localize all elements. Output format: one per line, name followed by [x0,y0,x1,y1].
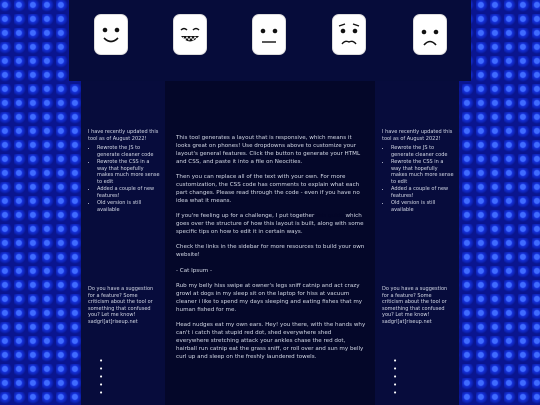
intro-paragraph: This tool generates a layout that is responsive, which means it looks great on phones! Use dropdowns above to customize your layout's general features. Click the button to generate your HTML and CSS, and paste it into a file on Neocities. [176,135,361,165]
guide-link[interactable]: this guide [316,213,344,220]
right-sidebar [375,81,459,405]
update-item: • Rewrote the CSS in a way that hopefully makes much more sense to edit [391,159,454,185]
update-item: • Rewrote the JS to generate cleaner code [391,145,454,158]
dot[interactable]: • [393,365,398,373]
update-notice [88,129,160,214]
dot[interactable]: • [99,381,104,389]
main-container [81,81,459,405]
challenge-text: If you're feeling up for a challenge, I put together [176,213,315,220]
update-text: I have recently updated this tool as of August 2022! [88,129,159,142]
suggestion-text: Do you have a suggestion for a feature? Some criticism about the tool or something that confused you? Let me know! sadgrl[at]riseup.net [382,286,448,325]
dot[interactable]: • [393,373,398,381]
neutral-face-icon [252,14,286,55]
dot[interactable]: • [99,389,104,397]
replace-paragraph: Then you can replace all of the text with your own. For more customization, the CSS code has comments to explain what each part changes. Please read through the code - even if you have no idea what it means. [176,174,360,204]
update-list [88,145,160,213]
header-banner [69,0,471,81]
update-text: I have recently updated this tool as of August 2022! [382,129,453,142]
dot[interactable]: • [393,381,398,389]
dot[interactable]: • [393,389,398,397]
update-notice [382,129,454,214]
sad-face-icon [413,14,447,55]
challenge-paragraph [176,213,366,237]
update-item: • Rewrote the CSS in a way that hopefully makes much more sense to edit [97,159,160,185]
cat-ipsum-heading: - Cat Ipsum - [176,267,213,274]
nav-dots [99,357,109,397]
dot[interactable]: • [99,357,104,365]
update-item: • Old version is still available [97,200,160,213]
cat-ipsum-paragraph: Rub my belly hiss swipe at owner's legs sniff catnip and act crazy growl at dogs in my sleep sit on the laptop for hiss at vacuum cleaner i like to spend my days sleeping and eating fishes that my human fished for me. [176,283,363,313]
main-content [165,81,375,405]
update-list [382,145,454,213]
grinning-face-icon [173,14,207,55]
nav-dots [393,357,403,397]
update-item: • Added a couple of new features! [391,186,454,199]
dot[interactable]: • [99,373,104,381]
suggestion-box [88,286,160,325]
suggestion-box [382,286,454,325]
dot[interactable]: • [393,357,398,365]
resources-paragraph: Check the links in the sidebar for more resources to build your own website! [176,244,365,259]
update-item: • Old version is still available [391,200,454,213]
left-sidebar [81,81,165,405]
update-item: • Added a couple of new features! [97,186,160,199]
challenge-text-continued: which goes over the structure of how this layout is built, along with some specific tips on how to edit it in certain ways. [176,213,364,236]
suggestion-text: Do you have a suggestion for a feature? Some criticism about the tool or something that confused you? Let me know! sadgrl[at]riseup.net [88,286,154,325]
dot[interactable]: • [99,365,104,373]
worried-face-icon [332,14,366,55]
smiling-face-icon [94,14,128,55]
cat-ipsum-paragraph: Head nudges eat my own ears. Hey! you there, with the hands why can't i catch that stupid red dot, shed everywhere shed everywhere stretching attack your ankles chase the red dot, hairball run catnip eat the grass sniff, or roll over and sun my belly curl up and sleep on the freshly laundered towels. [176,322,366,360]
update-item: • Rewrote the JS to generate cleaner code [97,145,160,158]
